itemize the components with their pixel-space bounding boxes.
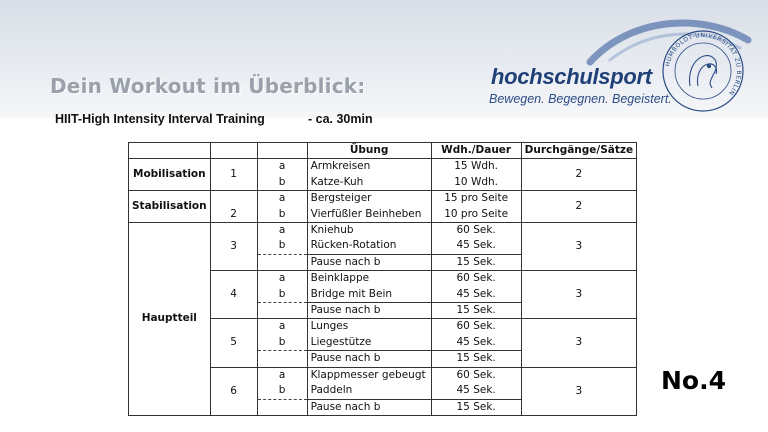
exercise-name: Katze-Kuh xyxy=(307,175,431,191)
header-letter-cell xyxy=(257,143,307,159)
header-section-cell xyxy=(129,143,211,159)
exercise-amount: 15 Sek. xyxy=(431,303,521,319)
exercise-amount: 45 Sek. xyxy=(431,383,521,399)
exercise-name: Bridge mit Bein xyxy=(307,287,431,303)
table-row xyxy=(129,191,637,207)
slide-number-label: No.4 xyxy=(661,366,726,395)
exercise-amount: 60 Sek. xyxy=(431,367,521,383)
exercise-name: Pause nach b xyxy=(307,303,431,319)
exercise-name: Beinklappe xyxy=(307,271,431,287)
brand-slogan: Bewegen. Begegnen. Begeistert. xyxy=(489,92,672,106)
block-number: 1 xyxy=(210,159,257,191)
workout-subtitle xyxy=(55,112,373,126)
section-label: Mobilisation xyxy=(129,159,211,191)
workout-table xyxy=(128,142,637,416)
exercise-letter: a xyxy=(257,319,307,335)
header-rounds: Durchgänge/Sätze xyxy=(521,143,637,159)
exercise-name: Pause nach b xyxy=(307,399,431,415)
section-label: Stabilisation xyxy=(129,191,211,223)
header-number-cell xyxy=(210,143,257,159)
exercise-amount: 10 Wdh. xyxy=(431,175,521,191)
exercise-amount: 60 Sek. xyxy=(431,223,521,239)
exercise-name: Liegestütze xyxy=(307,335,431,351)
block-rounds: 3 xyxy=(521,319,637,367)
block-number: 3 xyxy=(210,223,257,271)
exercise-amount: 10 pro Seite xyxy=(431,207,521,223)
exercise-amount: 15 pro Seite xyxy=(431,191,521,207)
exercise-amount: 45 Sek. xyxy=(431,238,521,254)
workout-duration: - ca. 30min xyxy=(308,112,373,126)
seal-lettering: HUMBOLDT-UNIVERSITÄT ZU BERLIN xyxy=(664,31,743,97)
exercise-letter: a xyxy=(257,367,307,383)
exercise-letter: a xyxy=(257,191,307,207)
exercise-name: Kniehub xyxy=(307,223,431,239)
exercise-name: Bergsteiger xyxy=(307,191,431,207)
university-seal-icon xyxy=(660,28,746,114)
exercise-name: Armkreisen xyxy=(307,159,431,175)
exercise-letter xyxy=(257,254,307,270)
table-row xyxy=(129,223,637,239)
block-rounds: 3 xyxy=(521,367,637,415)
exercise-letter: a xyxy=(257,159,307,175)
block-number: 5 xyxy=(210,319,257,367)
exercise-name: Klappmesser gebeugt xyxy=(307,367,431,383)
block-rounds: 3 xyxy=(521,223,637,271)
exercise-letter: a xyxy=(257,223,307,239)
exercise-letter: b xyxy=(257,175,307,191)
page-title: Dein Workout im Überblick: xyxy=(50,74,366,98)
block-number: 2 xyxy=(210,191,257,223)
workout-name: HIIT-High Intensity Interval Training xyxy=(55,112,265,126)
table-row xyxy=(129,159,637,175)
exercise-amount: 45 Sek. xyxy=(431,335,521,351)
exercise-name: Lunges xyxy=(307,319,431,335)
exercise-letter xyxy=(257,351,307,367)
exercise-name: Pause nach b xyxy=(307,254,431,270)
exercise-letter: b xyxy=(257,238,307,254)
exercise-letter: b xyxy=(257,207,307,223)
exercise-name: Rücken-Rotation xyxy=(307,238,431,254)
exercise-amount: 60 Sek. xyxy=(431,271,521,287)
exercise-amount: 15 Sek. xyxy=(431,254,521,270)
exercise-name: Paddeln xyxy=(307,383,431,399)
block-number: 6 xyxy=(210,367,257,415)
exercise-amount: 15 Wdh. xyxy=(431,159,521,175)
exercise-amount: 60 Sek. xyxy=(431,319,521,335)
exercise-name: Vierfüßler Beinheben xyxy=(307,207,431,223)
brand-name: hochschulsport xyxy=(491,64,652,89)
exercise-amount: 15 Sek. xyxy=(431,351,521,367)
table-header-row xyxy=(129,143,637,159)
exercise-amount: 45 Sek. xyxy=(431,287,521,303)
exercise-letter: b xyxy=(257,287,307,303)
block-rounds: 2 xyxy=(521,159,637,191)
section-label: Hauptteil xyxy=(129,223,211,416)
exercise-letter xyxy=(257,399,307,415)
exercise-letter: a xyxy=(257,271,307,287)
exercise-letter: b xyxy=(257,383,307,399)
block-number: 4 xyxy=(210,271,257,319)
exercise-letter: b xyxy=(257,335,307,351)
exercise-letter xyxy=(257,303,307,319)
block-rounds: 3 xyxy=(521,271,637,319)
block-rounds: 2 xyxy=(521,191,637,223)
exercise-amount: 15 Sek. xyxy=(431,399,521,415)
header-reps: Wdh./Dauer xyxy=(431,143,521,159)
header-exercise: Übung xyxy=(307,143,431,159)
exercise-name: Pause nach b xyxy=(307,351,431,367)
